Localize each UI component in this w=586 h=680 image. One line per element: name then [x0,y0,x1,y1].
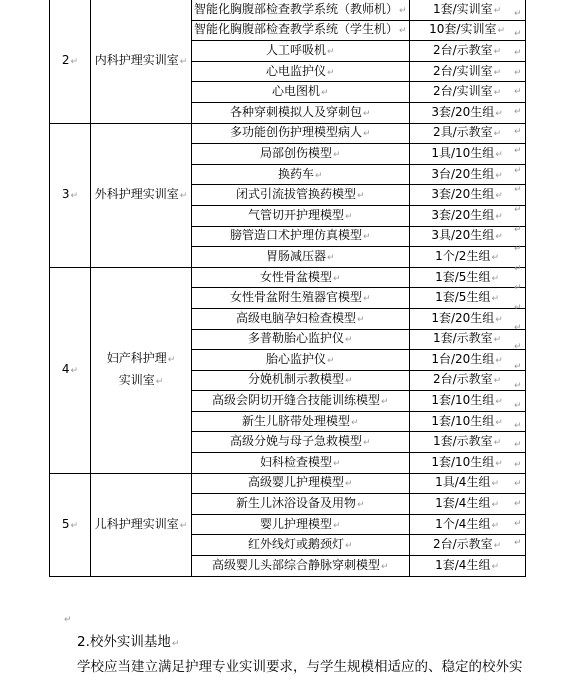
row-end-mark: ↵ [514,499,522,509]
equipment-name-cell [192,144,410,165]
equipment-name: 红外线灯或鹅颈灯 [248,537,345,552]
paragraph-mark: ↵ [493,46,502,57]
equipment-name: 气管切开护理模型 [248,207,345,222]
paragraph-mark: ↵ [345,541,353,552]
equipment-name: 新生儿脐带处理模型 [242,413,351,428]
quantity-value: 1套/5生组 [435,290,491,305]
row-end-mark: ↵ [514,205,522,215]
paragraph-mark: ↵ [491,500,499,511]
equipment-name: 各种穿刺模拟人及穿刺包 [230,104,363,119]
equipment-name-cell [192,123,410,144]
row-end-mark: ↵ [514,107,522,117]
equipment-name-cell [192,164,410,185]
paragraph-mark: ↵ [363,108,371,119]
quantity-value: 3套/20生组 [431,187,495,202]
quantity-cell [409,123,525,144]
training-room-name-line [93,184,189,206]
quantity-cell [409,82,525,103]
quantity-value: 1套/示教室 [432,331,493,346]
paragraph-mark: ↵ [357,314,365,325]
equipment-name-cell [192,267,410,288]
paragraph-mark: ↵ [491,479,499,490]
equipment-name-cell [192,411,410,432]
equipment-name-cell [192,350,410,371]
paragraph-mark: ↵ [493,335,502,346]
row-end-mark: ↵ [514,420,522,431]
quantity-value: 1套/20生组 [431,310,495,325]
row-end-mark: ↵ [514,224,522,235]
quantity-value: 1套/示教室 [432,434,493,449]
equipment-name: 人工呼吸机 [266,42,327,57]
quantity-value: 1个/4生组 [435,516,491,531]
row-end-mark: ↵ [514,185,522,196]
equipment-name-cell [192,288,410,309]
equipment-name-cell [192,185,410,206]
paragraph-mark: ↵ [399,26,407,37]
row-end-mark: ↵ [514,303,522,313]
paragraph-mark: ↵ [495,355,503,366]
section-heading [77,630,179,650]
quantity-cell [409,164,525,185]
equipment-name: 多普勒胎心监护仪 [248,331,345,346]
quantity-cell [409,329,525,350]
quantity-cell [409,514,525,535]
paragraph-mark: ↵ [327,46,335,57]
quantity-value: 1套/10生组 [431,393,495,408]
training-room-name: 儿科护理实训室 [94,516,179,531]
training-room-cell [91,267,192,473]
equipment-name: 心电图机 [272,84,321,99]
paragraph-mark: ↵ [363,438,371,449]
quantity-value: 3套/20生组 [431,207,495,222]
training-room-name: 外科护理实训室 [94,187,179,202]
quantity-cell [409,144,525,165]
equipment-name: 高级分娩与母子急救模型 [230,434,363,449]
equipment-name-cell [192,370,410,391]
equipment-name-cell [192,41,410,62]
training-room-cell [91,123,192,267]
equipment-name-cell [192,535,410,556]
body-paragraph: 学校应当建立满足护理专业实训要求，与学生规模相适应的、稳定的校外实 [77,659,523,675]
paragraph-mark: ↵ [495,397,503,408]
paragraph-mark: ↵ [70,520,79,531]
row-end-mark: ↵ [514,126,522,137]
group-number: 2 [61,53,70,68]
paragraph-mark: ↵ [493,88,502,99]
equipment-name: 女性骨盆模型 [260,269,333,284]
table-row [50,473,526,494]
equipment-name: 高级婴儿护理模型 [248,475,345,490]
row-end-mark: ↵ [514,87,522,98]
equipment-name: 智能化胸腹部检查教学系统（学生机） [194,22,399,37]
paragraph-mark: ↵ [321,88,329,99]
quantity-value: 1套/实训室 [432,1,493,16]
paragraph-mark: ↵ [351,417,359,428]
paragraph-mark: ↵ [495,170,503,181]
quantity-value: 1套/4生组 [435,557,491,572]
paragraph-mark: ↵ [70,191,79,202]
paragraph-mark: ↵ [491,252,499,263]
quantity-cell [409,308,525,329]
paragraph-mark: ↵ [495,314,503,325]
quantity-cell [409,20,525,41]
group-number: 3 [61,187,70,202]
row-end-mark: ↵ [514,459,522,470]
paragraph-mark: ↵ [495,417,503,428]
quantity-value: 1具/10生组 [431,145,495,160]
equipment-name-cell [192,329,410,350]
quantity-value: 2具/示教室 [432,125,493,140]
quantity-cell [409,370,525,391]
paragraph-mark: ↵ [327,355,335,366]
paragraph-mark: ↵ [495,191,503,202]
paragraph-mark: ↵ [333,149,341,160]
quantity-value: 2台/示教室 [432,537,493,552]
quantity-cell [409,432,525,453]
paragraph-mark: ↵ [167,355,176,366]
quantity-cell [409,556,525,577]
equipment-name: 分娩机制示教模型 [248,372,345,387]
section-heading-text: 2.校外实训基地 [77,634,171,650]
paragraph-mark: ↵ [179,520,188,531]
equipment-name: 心电监护仪 [266,63,327,78]
paragraph-mark: ↵ [495,458,503,469]
paragraph-mark: ↵ [497,26,505,37]
equipment-name: 胃肠减压器 [266,248,327,263]
paragraph-mark: ↵ [491,294,499,305]
paragraph-mark: ↵ [345,376,353,387]
quantity-cell [409,350,525,371]
equipment-name: 妇科检查模型 [260,454,333,469]
equipment-name-cell [192,82,410,103]
equipment-name: 智能化胸腹部检查教学系统（教师机） [194,1,399,16]
training-room-cell [91,0,192,123]
table-row [50,0,526,20]
row-end-mark: ↵ [514,381,522,392]
paragraph-mark: ↵ [171,639,180,649]
paragraph-mark: ↵ [381,397,389,408]
quantity-value: 1台/20生组 [431,351,495,366]
quantity-value: 1具/4生组 [435,475,491,490]
paragraph-mark: ↵ [493,67,502,78]
quantity-value: 10套/实训室 [429,22,497,37]
row-end-mark: ↵ [514,342,522,353]
blank-paragraph-mark: ↵ [64,615,72,625]
quantity-value: 2台/实训室 [432,84,493,99]
equipment-name: 高级电脑孕妇检查模型 [236,310,357,325]
row-end-mark: ↵ [514,263,522,274]
quantity-cell [409,247,525,268]
paragraph-mark: ↵ [399,5,407,16]
paragraph-mark: ↵ [357,500,365,511]
equipment-name-cell [192,205,410,226]
row-end-mark: ↵ [514,361,522,372]
paragraph-mark: ↵ [345,479,353,490]
training-room-cell [91,473,192,576]
row-end-mark: ↵ [514,67,522,78]
equipment-name-cell [192,514,410,535]
equipment-name: 新生儿沐浴设备及用物 [236,496,357,511]
quantity-cell [409,226,525,247]
paragraph-mark: ↵ [491,561,499,572]
group-number-cell [50,0,91,123]
quantity-value: 2台/实训室 [432,63,493,78]
paragraph-mark: ↵ [70,366,79,377]
training-room-name: 内科护理实训室 [94,53,179,68]
paragraph-mark: ↵ [493,376,502,387]
paragraph-mark: ↵ [363,232,371,243]
quantity-value: 1套/10生组 [431,413,495,428]
equipment-name-cell [192,20,410,41]
group-number-cell [50,473,91,576]
row-end-mark: ↵ [514,479,522,490]
equipment-name-cell [192,61,410,82]
training-room-name-line [93,348,189,370]
quantity-value: 1套/5生组 [435,269,491,284]
equipment-name: 换药车 [278,166,315,181]
equipment-name: 局部创伤模型 [260,145,333,160]
quantity-cell [409,453,525,474]
equipment-name-cell [192,473,410,494]
paragraph-mark: ↵ [493,5,502,16]
quantity-value: 3具/20生组 [431,228,495,243]
equipment-name: 高级婴儿头部综合静脉穿刺模型 [212,557,381,572]
quantity-cell [409,0,525,20]
row-end-mark: ↵ [514,322,522,333]
row-end-mark: ↵ [514,538,522,549]
paragraph-mark: ↵ [345,335,353,346]
quantity-cell [409,535,525,556]
quantity-cell [409,61,525,82]
quantity-value: 1套/4生组 [435,496,491,511]
paragraph-mark: ↵ [381,561,389,572]
quantity-value: 1个/2生组 [435,248,491,263]
group-number: 4 [61,362,70,377]
paragraph-mark: ↵ [495,108,503,119]
row-end-mark: ↵ [514,9,522,19]
equipment-name-cell [192,391,410,412]
row-end-mark: ↵ [514,518,522,529]
equipment-name: 膀管造口术护理仿真模型 [230,228,363,243]
quantity-cell [409,288,525,309]
row-end-mark: ↵ [514,146,522,157]
row-end-mark: ↵ [514,440,522,451]
equipment-name-cell [192,226,410,247]
quantity-cell [409,205,525,226]
equipment-name: 胎心监护仪 [266,351,327,366]
quantity-cell [409,411,525,432]
paragraph-mark: ↵ [495,149,503,160]
paragraph-mark: ↵ [333,520,341,531]
paragraph-mark: ↵ [70,57,79,68]
paragraph-mark: ↵ [357,191,365,202]
paragraph-mark: ↵ [491,520,499,531]
quantity-cell [409,41,525,62]
row-end-mark: ↵ [514,48,522,59]
training-room-name-line [93,514,189,536]
group-number-cell [50,267,91,473]
paragraph-mark: ↵ [179,191,188,202]
equipment-name-cell [192,432,410,453]
equipment-name-cell [192,102,410,123]
row-end-mark: ↵ [514,244,522,255]
quantity-cell [409,185,525,206]
quantity-cell [409,494,525,515]
group-number: 5 [61,516,70,531]
row-end-mark: ↵ [514,401,522,411]
paragraph-mark: ↵ [333,458,341,469]
paragraph-mark: ↵ [345,211,353,222]
training-room-name-line [93,50,189,72]
paragraph-mark: ↵ [491,273,499,284]
paragraph-mark: ↵ [155,377,164,388]
quantity-cell [409,391,525,412]
equipment-name-cell [192,247,410,268]
paragraph-mark: ↵ [327,252,335,263]
equipment-table-body [50,0,526,576]
paragraph-mark: ↵ [495,211,503,222]
equipment-name: 女性骨盆附生殖器官模型 [230,290,363,305]
equipment-name-cell [192,494,410,515]
paragraph-mark: ↵ [333,273,341,284]
paragraph-mark: ↵ [363,129,371,140]
equipment-name-cell [192,453,410,474]
table-row [50,123,526,144]
equipment-name: 婴儿护理模型 [260,516,333,531]
paragraph-mark: ↵ [495,232,503,243]
paragraph-mark: ↵ [493,541,502,552]
table-row [50,267,526,288]
row-end-mark: ↵ [514,283,522,294]
quantity-cell [409,102,525,123]
quantity-cell [409,267,525,288]
equipment-name-cell [192,556,410,577]
equipment-name: 高级会阴切开缝合技能训练模型 [212,393,381,408]
equipment-name-cell [192,308,410,329]
equipment-name: 多功能创伤护理模型病人 [230,125,363,140]
quantity-value: 3套/20生组 [431,104,495,119]
paragraph-mark: ↵ [493,129,502,140]
training-room-name: 妇产科护理 [106,351,167,366]
training-room-name-line [93,370,189,392]
paragraph-mark: ↵ [315,170,323,181]
quantity-cell [409,473,525,494]
group-number-cell [50,123,91,267]
row-end-mark: ↵ [514,28,522,39]
equipment-name: 闭式引流拔管换药模型 [236,187,357,202]
row-end-mark: ↵ [514,165,522,176]
quantity-value: 3台/20生组 [431,166,495,181]
quantity-value: 2台/示教室 [432,372,493,387]
quantity-value: 2台/示教室 [432,42,493,57]
paragraph-mark: ↵ [327,67,335,78]
equipment-table [49,0,526,577]
paragraph-mark: ↵ [363,294,371,305]
paragraph-mark: ↵ [179,57,188,68]
quantity-value: 1套/10生组 [431,454,495,469]
training-room-name: 实训室 [118,373,155,388]
paragraph-mark: ↵ [493,438,502,449]
equipment-name-cell [192,0,410,20]
